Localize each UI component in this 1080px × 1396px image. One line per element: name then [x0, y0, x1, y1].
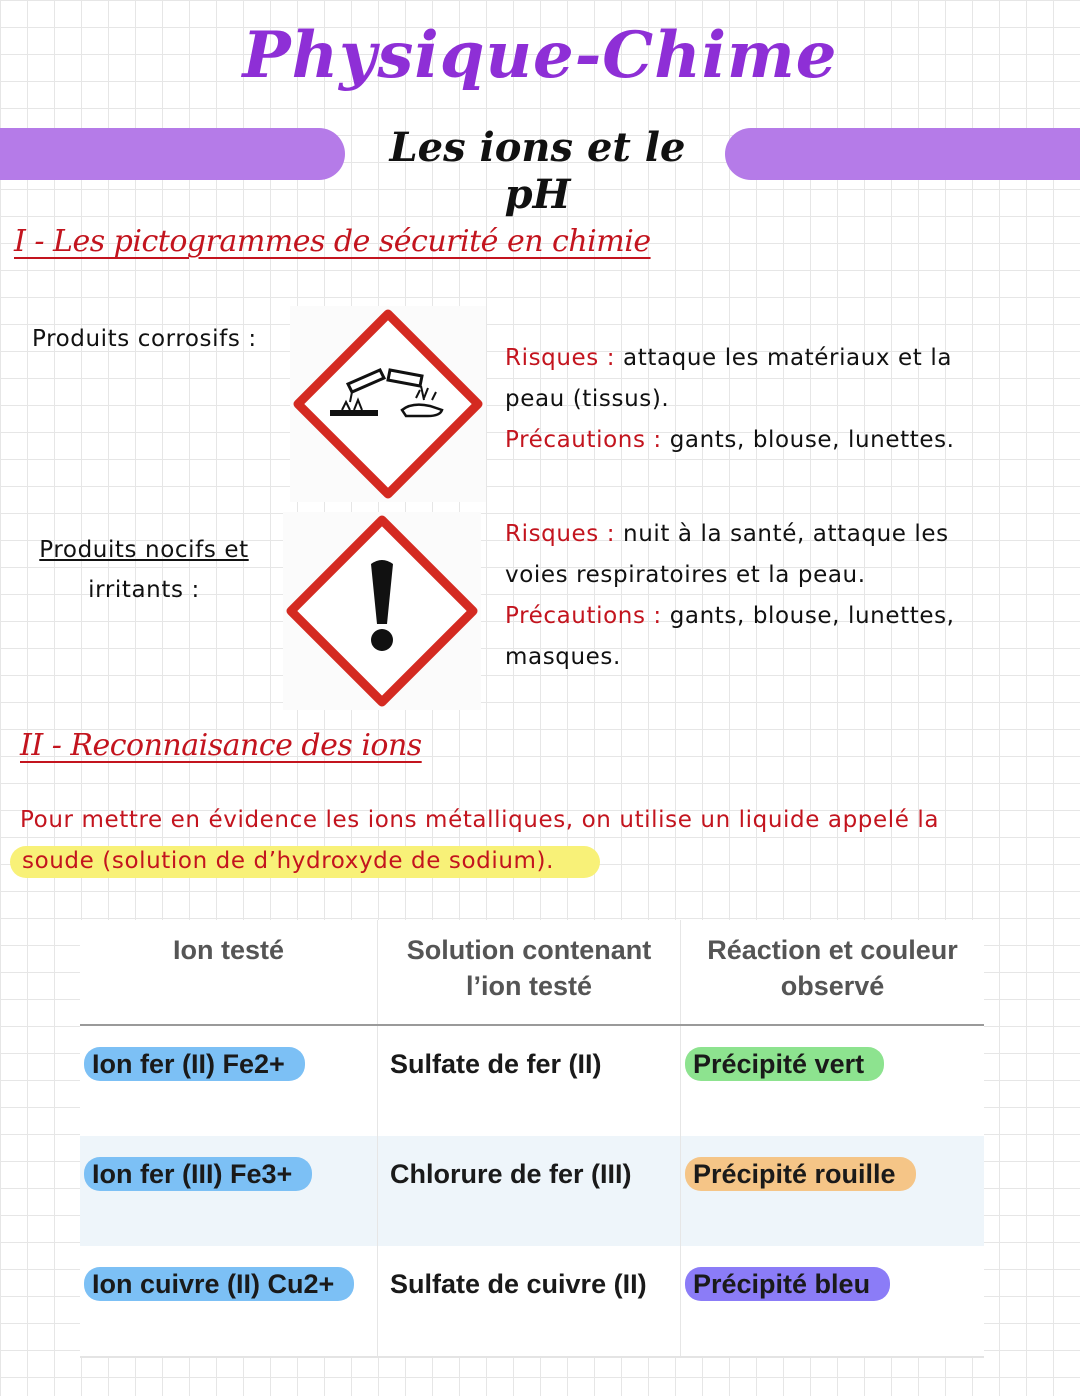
header-ion: Ion testé — [80, 920, 378, 1024]
title-band-left — [0, 128, 345, 180]
reaction-result: Précipité vert — [685, 1047, 884, 1081]
reaction-result: Précipité bleu — [685, 1267, 890, 1301]
solution-name: Chlorure de fer (III) — [378, 1136, 681, 1246]
table-row — [80, 1246, 984, 1358]
ion-table — [80, 920, 984, 1358]
harmful-label — [28, 530, 260, 610]
risk-text: nuit à la santé, attaque les voies respiratoires et la peau. — [505, 521, 949, 588]
solution-name: Sulfate de fer (II) — [378, 1026, 681, 1136]
intro-highlight: soude (solution de d’hydroxyde de sodium). — [10, 846, 600, 878]
corrosive-pictogram-icon — [290, 306, 486, 502]
ion-name: Ion fer (III) Fe3+ — [84, 1157, 312, 1191]
precaution-label: Précautions : — [505, 603, 662, 629]
table-header — [80, 920, 984, 1026]
risk-label: Risques : — [505, 521, 616, 547]
header-reaction: Réaction et couleur observé — [707, 935, 958, 1001]
corrosive-description — [505, 338, 995, 461]
exclamation-pictogram-icon — [283, 512, 481, 710]
header-solution: Solution contenant l’ion testé — [378, 920, 681, 1024]
intro-paragraph — [20, 800, 1020, 882]
precaution-text: gants, blouse, lunettes. — [669, 427, 955, 453]
reaction-result: Précipité rouille — [685, 1157, 916, 1191]
corrosive-label: Produits corrosifs : — [32, 326, 257, 352]
page-title: Physique-Chime — [242, 18, 838, 93]
page-subtitle: Les ions et le pH — [389, 124, 686, 218]
solution-name: Sulfate de cuivre (II) — [378, 1246, 681, 1356]
harmful-label-line2: irritants : — [88, 577, 200, 603]
risk-text: attaque les matériaux et la peau (tissus). — [505, 345, 953, 412]
ion-name: Ion fer (II) Fe2+ — [84, 1047, 305, 1081]
precaution-text: gants, blouse, lunettes, masques. — [505, 603, 955, 670]
ion-name: Ion cuivre (II) Cu2+ — [84, 1267, 354, 1301]
intro-text: Pour mettre en évidence les ions métalliques, on utilise un liquide appelé la — [20, 807, 940, 833]
section-heading-ions: II - Reconnaisance des ions — [20, 728, 422, 763]
table-row — [80, 1026, 984, 1136]
harmful-description — [505, 514, 995, 678]
section-heading-pictograms: I - Les pictogrammes de sécurité en chimie — [14, 224, 651, 259]
harmful-label-line1: Produits nocifs et — [39, 537, 249, 563]
risk-label: Risques : — [505, 345, 616, 371]
precaution-label: Précautions : — [505, 427, 662, 453]
table-row — [80, 1136, 984, 1246]
title-band-right — [725, 128, 1080, 180]
